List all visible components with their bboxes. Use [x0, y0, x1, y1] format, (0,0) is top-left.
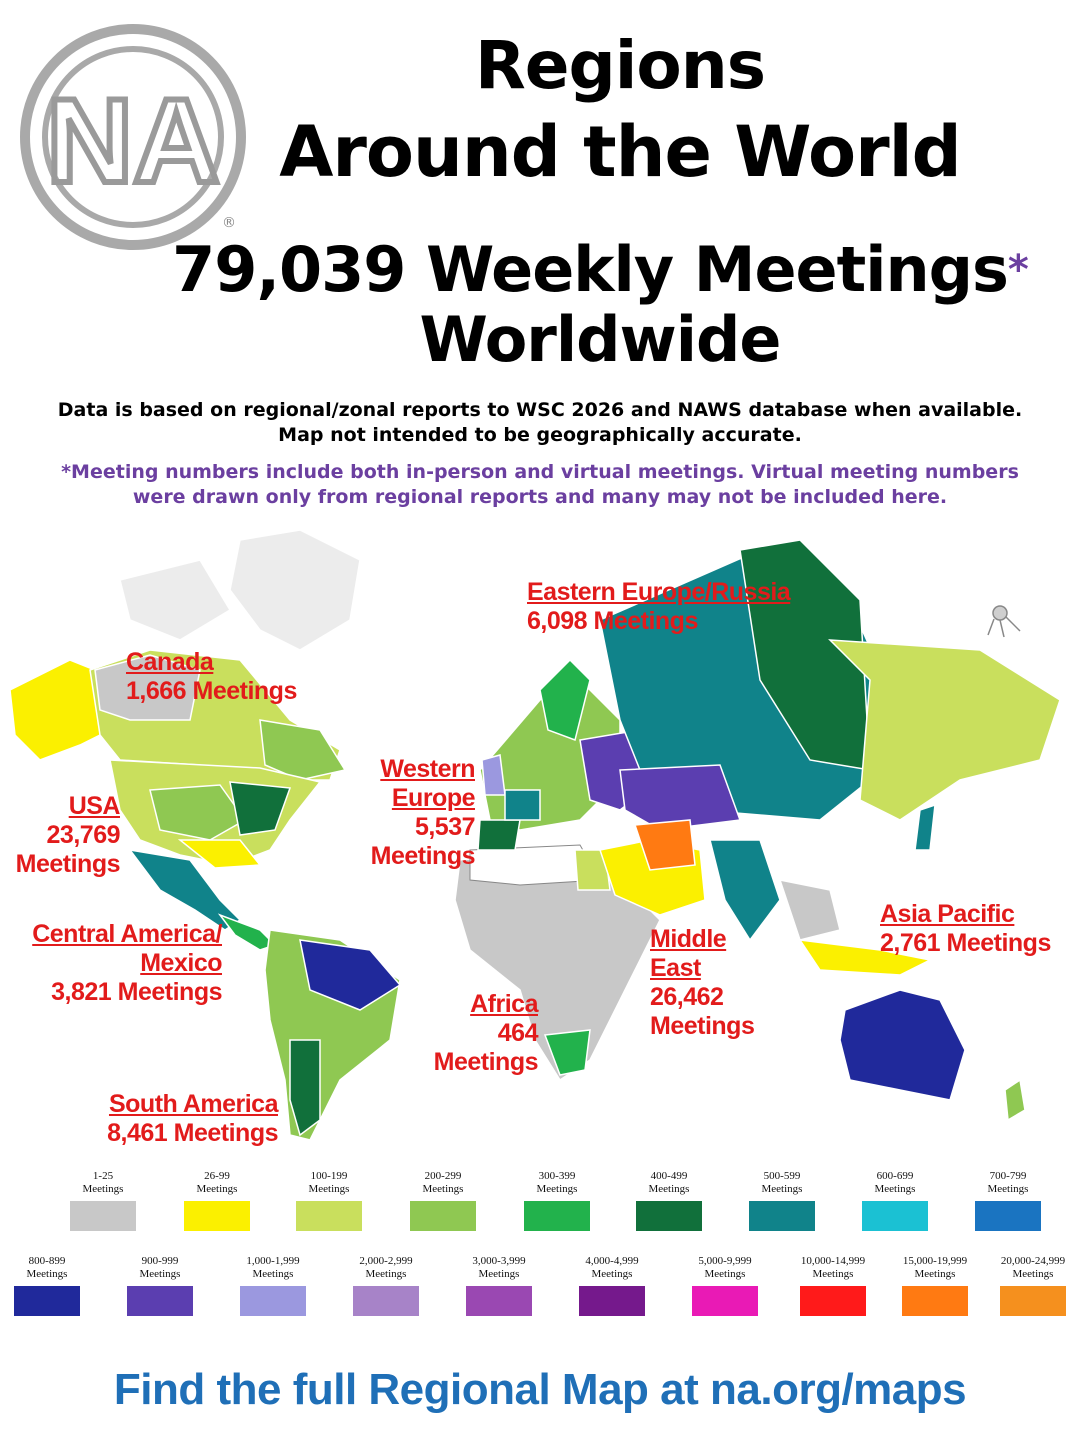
data-note [10, 398, 1070, 448]
legend-swatch [1000, 1286, 1066, 1316]
legend-item [58, 1170, 148, 1231]
headline-line-2: Worldwide [419, 303, 781, 376]
alaska [10, 660, 100, 760]
central-america-meetings: 3,821 Meetings [51, 978, 222, 1006]
legend-item [115, 1255, 205, 1316]
canada-name: Canada [126, 648, 214, 676]
label-asia-pacific [880, 900, 1051, 958]
legend-range: 500-599 [763, 1170, 801, 1182]
label-africa [410, 990, 538, 1077]
legend-unit: Meetings [365, 1268, 407, 1280]
legend-item [228, 1255, 318, 1316]
legend-swatch [14, 1286, 80, 1316]
satellite-icon [988, 606, 1020, 637]
africa-name: Africa [470, 990, 538, 1018]
western-europe-count: 5,537 [414, 813, 475, 841]
virtual-note [10, 460, 1070, 510]
arctic-islands [120, 560, 230, 640]
label-western-europe [340, 755, 475, 871]
logo-letters: NA [46, 74, 220, 208]
legend-unit: Meetings [422, 1183, 464, 1195]
footer-link-text: Find the full Regional Map at na.org/maps [113, 1365, 967, 1414]
legend-item [624, 1170, 714, 1231]
legend-item [454, 1255, 544, 1316]
eastern-europe-name: Eastern Europe/Russia [527, 578, 791, 606]
legend-range: 20,000-24,999 [1000, 1255, 1066, 1267]
legend-item [398, 1170, 488, 1231]
legend-unit: Meetings [812, 1268, 854, 1280]
legend-swatch [975, 1201, 1041, 1231]
legend-range: 1-25 [92, 1170, 114, 1182]
south-africa [545, 1030, 590, 1075]
legend-item [988, 1255, 1078, 1316]
headline [150, 235, 1050, 305]
legend-range: 10,000-14,999 [800, 1255, 866, 1267]
western-europe-unit: Meetings [370, 842, 475, 870]
canada-meetings: 1,666 Meetings [126, 677, 297, 705]
central-america-name-1: Central America/ [32, 920, 222, 948]
data-note-line-2: Map not intended to be geographically accurate. [278, 424, 802, 446]
legend-swatch [353, 1286, 419, 1316]
label-eastern-europe [527, 578, 790, 636]
legend-item [680, 1255, 770, 1316]
legend-swatch [692, 1286, 758, 1316]
legend-swatch [800, 1286, 866, 1316]
legend-item [963, 1170, 1053, 1231]
legend-swatch [184, 1201, 250, 1231]
legend-unit: Meetings [82, 1183, 124, 1195]
legend-item [850, 1170, 940, 1231]
new-zealand [1005, 1080, 1025, 1120]
legend-swatch [240, 1286, 306, 1316]
central-america [220, 915, 275, 950]
legend-range: 700-799 [989, 1170, 1027, 1182]
legend-range: 4,000-4,999 [585, 1255, 639, 1267]
legend-unit: Meetings [139, 1268, 181, 1280]
legend-item [341, 1255, 431, 1316]
legend-swatch [466, 1286, 532, 1316]
japan [915, 805, 935, 850]
legend-unit: Meetings [196, 1183, 238, 1195]
central-america-name-2: Mexico [140, 949, 222, 977]
legend-item [890, 1255, 980, 1316]
headline-asterisk: * [1007, 247, 1028, 293]
western-europe-name-1: Western [380, 755, 475, 783]
legend-unit: Meetings [26, 1268, 68, 1280]
legend-swatch [296, 1201, 362, 1231]
legend-range: 200-299 [424, 1170, 462, 1182]
iberia [478, 820, 520, 850]
legend-unit: Meetings [761, 1183, 803, 1195]
legend-item [737, 1170, 827, 1231]
legend-range: 900-999 [141, 1255, 179, 1267]
legend-unit: Meetings [704, 1268, 746, 1280]
label-usa [0, 792, 120, 879]
label-central-america [0, 920, 222, 1007]
legend-range: 3,000-3,999 [472, 1255, 526, 1267]
legend-item [172, 1170, 262, 1231]
legend-item [2, 1255, 92, 1316]
legend-swatch [70, 1201, 136, 1231]
legend-range: 800-899 [28, 1255, 66, 1267]
legend-unit: Meetings [591, 1268, 633, 1280]
legend-swatch [127, 1286, 193, 1316]
middle-east-name-1: Middle [650, 925, 727, 953]
middle-east-count: 26,462 [650, 983, 724, 1011]
label-canada [126, 648, 297, 706]
legend-range: 1,000-1,999 [246, 1255, 300, 1267]
legend-range: 5,000-9,999 [698, 1255, 752, 1267]
legend-swatch [579, 1286, 645, 1316]
legend-range: 15,000-19,999 [902, 1255, 968, 1267]
legend-unit: Meetings [987, 1183, 1029, 1195]
middle-east-name-2: East [650, 954, 701, 982]
asia-pacific-meetings: 2,761 Meetings [880, 929, 1051, 957]
asia-pacific-name: Asia Pacific [880, 900, 1015, 928]
legend-unit: Meetings [648, 1183, 690, 1195]
color-legend [0, 1170, 1080, 1340]
legend-swatch [524, 1201, 590, 1231]
legend-unit: Meetings [1012, 1268, 1054, 1280]
legend-unit: Meetings [536, 1183, 578, 1195]
legend-range: 400-499 [650, 1170, 688, 1182]
france [505, 790, 540, 820]
eastern-europe-meetings: 6,098 Meetings [527, 607, 698, 635]
legend-unit: Meetings [308, 1183, 350, 1195]
legend-unit: Meetings [914, 1268, 956, 1280]
legend-swatch [410, 1201, 476, 1231]
south-america-name: South America [108, 1090, 278, 1118]
australia [840, 990, 965, 1100]
legend-unit: Meetings [874, 1183, 916, 1195]
legend-swatch [636, 1201, 702, 1231]
legend-item [284, 1170, 374, 1231]
na-logo [18, 22, 248, 252]
data-note-line-1: Data is based on regional/zonal reports to WSC 2026 and NAWS database when available. [57, 399, 1023, 421]
legend-swatch [749, 1201, 815, 1231]
virtual-note-line-2: were drawn only from regional reports and many may not be included here. [132, 486, 948, 508]
legend-unit: Meetings [252, 1268, 294, 1280]
legend-item [567, 1255, 657, 1316]
usa-name: USA [68, 792, 120, 820]
africa-count: 464 [497, 1019, 538, 1047]
legend-swatch [862, 1201, 928, 1231]
legend-item [788, 1255, 878, 1316]
headline-text: 79,039 Weekly Meetings [172, 233, 1008, 306]
label-middle-east [650, 925, 754, 1041]
legend-range: 26-99 [204, 1170, 230, 1182]
africa-unit: Meetings [433, 1048, 538, 1076]
legend-range: 600-699 [876, 1170, 914, 1182]
legend-range: 300-399 [538, 1170, 576, 1182]
western-europe-name-2: Europe [391, 784, 475, 812]
legend-item [512, 1170, 602, 1231]
title-line-2: Around the World [279, 111, 961, 193]
registered-mark: ® [222, 215, 236, 231]
legend-swatch [902, 1286, 968, 1316]
virtual-note-line-1: *Meeting numbers include both in-person and virtual meetings. Virtual meeting numbers [61, 461, 1019, 483]
usa-unit: Meetings [15, 850, 120, 878]
greenland [230, 530, 360, 650]
title-line-1: Regions [474, 27, 766, 104]
legend-range: 2,000-2,999 [359, 1255, 413, 1267]
middle-east-unit: Meetings [650, 1012, 755, 1040]
legend-unit: Meetings [478, 1268, 520, 1280]
label-south-america [40, 1090, 278, 1148]
southeast-asia [780, 880, 840, 940]
south-america-meetings: 8,461 Meetings [107, 1119, 278, 1147]
usa-count: 23,769 [46, 821, 120, 849]
legend-range: 100-199 [310, 1170, 348, 1182]
